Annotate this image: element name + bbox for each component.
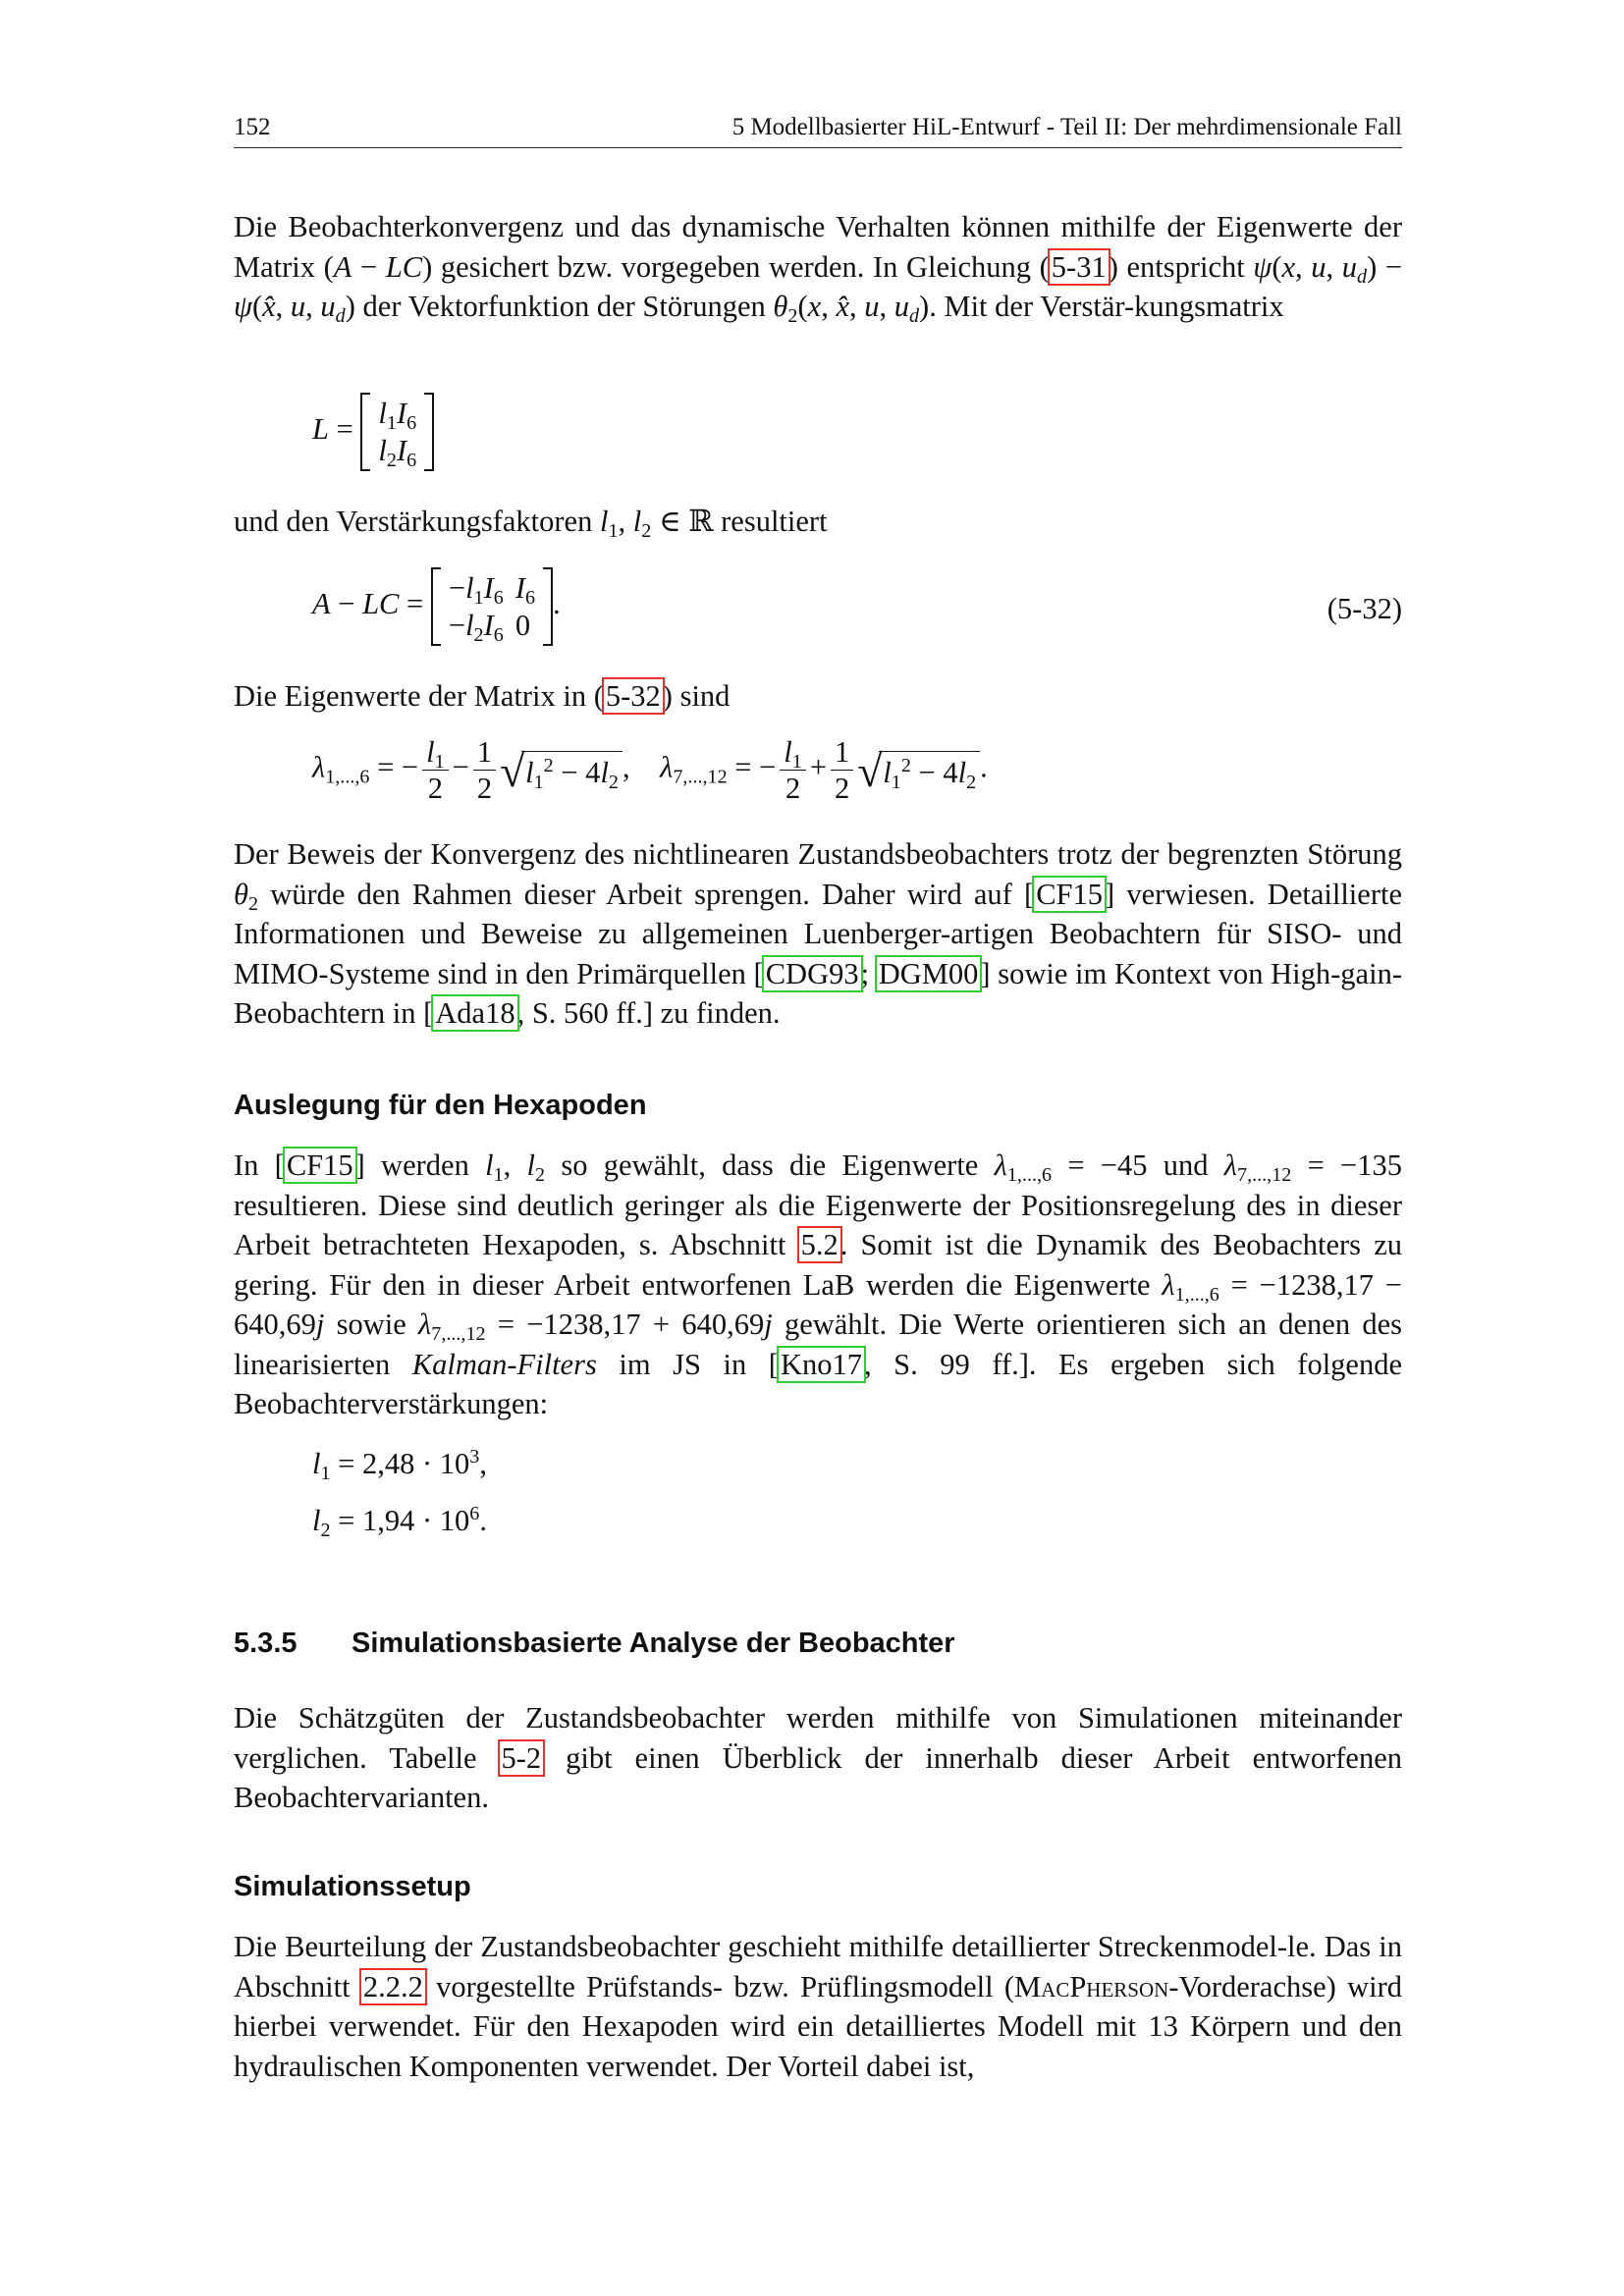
equation-number: (5-32) xyxy=(1326,592,1402,625)
equation-ref-link[interactable]: 5-32 xyxy=(605,679,661,713)
page-header xyxy=(234,110,1402,148)
page-number: 152 xyxy=(234,114,271,140)
equation-5-32: A − LC = $-l_1I_6$ $I_6$ $-l_2I_6$ 0 . xyxy=(312,567,561,646)
paragraph-2: und den Verstärkungsfaktoren $l_1$, $l_2$ ∈ ℝ resultiert xyxy=(234,505,828,543)
matrix-L: $l_1I_6$ $l_2I_6$ xyxy=(360,393,434,471)
section-ref-link[interactable]: 2.2.2 xyxy=(362,1969,423,2003)
citation-link[interactable]: CF15 xyxy=(286,1148,353,1182)
citation-link[interactable]: Kno17 xyxy=(780,1347,862,1381)
section-ref-link[interactable]: 5.2 xyxy=(800,1228,839,1261)
citation-link[interactable]: DGM00 xyxy=(878,956,979,990)
paragraph-1: Die Beobachterkonvergenz und das dynamische Verhalten können mithilfe der Eigenwerte der Matrix (A − LC) gesichert bzw. vorgegeben werden. In Gleichung (5-31) entspricht ψ(x, u, $u_d$) − ψ(x̂, u, $u_d$) der Vektorfunktion der Störungen $\theta_2(x$, x̂, u, $u_d$). Mit der Verstär-kungsmatrix xyxy=(234,210,1403,328)
citation-link[interactable]: CDG93 xyxy=(765,956,859,990)
paragraph-4: Der Beweis der Konvergenz des nichtlinearen Zustandsbeobachters trotz der begrenzten Störung $\theta_2$ würde den Rahmen dieser Arbeit sprengen. Daher wird auf [CF15] verwiesen. Detaillierte Informationen und Beweise zu allgemeinen Luenberger-artigen Beobachtern für SISO- und MIMO-Systeme sind in den Primärquellen [CDG93; DGM00] sowie im Kontext von High-gain-Beobachtern in [Ada18, S. 560 ff.] zu finden. xyxy=(234,837,1402,1030)
subsection-heading: Auslegung für den Hexapoden xyxy=(234,1090,647,1121)
gain-l2: $l_2 = 1,94 \cdot 10^6$. xyxy=(312,1502,487,1542)
equation-eigenvalues: $\lambda_{1,...,6}$ = − $\frac{l_1}{2}$ − $\frac{1}{2}$ √ $l_1^2 - 4l_2$ , $\lambda_{7,...,12}$ = − $\frac{l_1}{2}$ + $\frac{1}{2}$ √ $l_1^2 - 4l_2$ . xyxy=(312,735,988,805)
subsection-heading: Simulationssetup xyxy=(234,1871,471,1902)
gain-l1: $l_1 = 2,48 \cdot 10^3$, xyxy=(312,1445,487,1485)
citation-link[interactable]: CF15 xyxy=(1036,877,1103,911)
paragraph-6: Die Schätzgüten der Zustandsbeobachter werden mithilfe von Simulationen miteinander verglichen. Tabelle 5-2 gibt einen Überblick der innerhalb dieser Arbeit entworfenen Beobachtervarianten. xyxy=(234,1701,1402,1814)
paragraph-7: Die Beurteilung der Zustandsbeobachter geschieht mithilfe detaillierter Streckenmodel-le. Das in Abschnitt 2.2.2 vorgestellte Prüfstands- bzw. Prüflingsmodell (MacPherson-Vorderachse) wird hierbei verwendet. Für den Hexapoden wird ein detailliertes Modell mit 13 Körpern und den hydraulischen Komponenten verwendet. Der Vorteil dabei ist, xyxy=(234,1930,1402,2083)
matrix-A-LC: $-l_1I_6$ $I_6$ $-l_2I_6$ 0 xyxy=(431,567,553,646)
running-head: 5 Modellbasierter HiL-Entwurf - Teil II: Der mehrdimensionale Fall xyxy=(731,114,1402,140)
section-title: Simulationsbasierte Analyse der Beobachter xyxy=(352,1628,955,1659)
paragraph-3: Die Eigenwerte der Matrix in (5-32) sind xyxy=(234,679,731,713)
equation-L-matrix: L = $l_1I_6$ $l_2I_6$ xyxy=(312,393,434,471)
section-number: 5.3.5 xyxy=(234,1628,298,1659)
citation-link[interactable]: Ada18 xyxy=(435,996,515,1030)
table-ref-link[interactable]: 5-2 xyxy=(501,1740,542,1775)
paragraph-5: In [CF15] werden $l_1$, $l_2$ so gewählt, dass die Eigenwerte $\lambda_{1,...,6} = -45$ und $\lambda_{7,...,12} = -135$ resultieren. Diese sind deutlich geringer als die Eigenwerte der Positionsregelung des in dieser Arbeit betrachteten Hexapoden, s. Abschnitt 5.2. Somit ist die Dynamik des Beobachters zu gering. Für den in dieser Arbeit entworfenen LaB werden die Eigenwerte $\lambda_{1,...,6} = -1238,17 - 640,69j$ sowie $\lambda_{7,...,12} = -1238,17 + 640,69j$ gewählt. Die Werte orientieren sich an denen des linearisierten Kalman-Filters im JS in [Kno17, S. 99 ff.]. Es ergeben sich folgende Beobachterverstärkungen: xyxy=(234,1148,1403,1420)
equation-ref-link[interactable]: 5-31 xyxy=(1051,249,1107,284)
